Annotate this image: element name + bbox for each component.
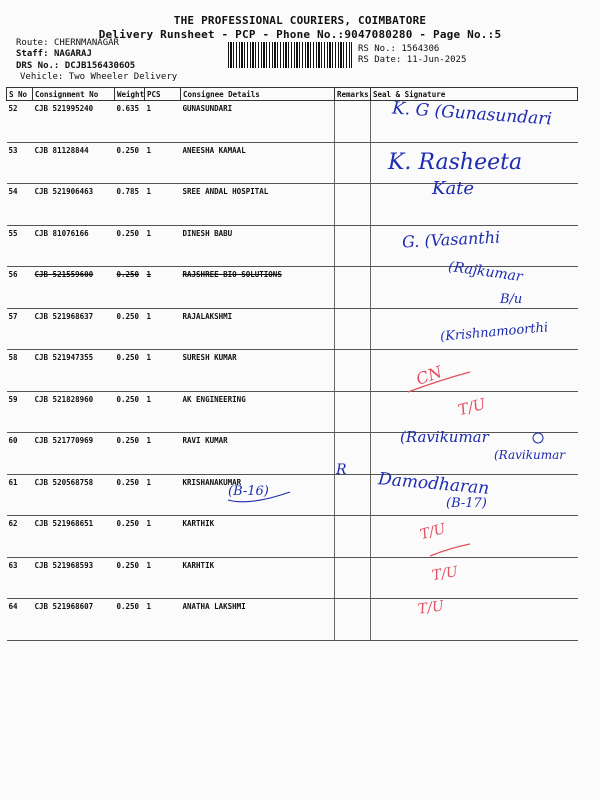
handwritten-remark: T/U: [418, 520, 448, 544]
rs-no-info: RS No.: 1564306: [358, 44, 440, 54]
consignment-cell: CJB 81076166: [33, 225, 115, 267]
vehicle-info: Vehicle: Two Wheeler Delivery: [20, 72, 178, 82]
pcs-cell: 1: [145, 391, 181, 433]
remarks-cell: [335, 557, 371, 599]
consignment-cell: CJB 81128844: [33, 142, 115, 184]
vehicle-value: Two Wheeler Delivery: [68, 72, 178, 82]
consignee-cell: ANATHA LAKSHMI: [181, 599, 335, 641]
runsheet-subtitle: Delivery Runsheet - PCP - Phone No.:9047080280 - Page No.:5: [98, 28, 502, 41]
pcs-cell: 1: [145, 225, 181, 267]
route-info: Route: CHERNMANAGAR: [16, 38, 119, 48]
consignee-cell: AK ENGINEERING: [181, 391, 335, 433]
handwritten-signature: K. Rasheeta: [388, 150, 523, 175]
weight-cell: 0.250: [115, 557, 145, 599]
col-pcs: PCS: [145, 88, 181, 101]
consignment-cell: CJB 521770969: [33, 433, 115, 475]
weight-cell: 0.250: [115, 433, 145, 475]
remarks-cell: [335, 350, 371, 392]
table-row: [7, 474, 578, 516]
sno-cell: 64: [7, 599, 33, 641]
handwritten-signature: (Ravikumar: [494, 448, 566, 462]
sno-cell: 58: [7, 350, 33, 392]
remarks-cell: [335, 101, 371, 143]
table-row: [7, 391, 578, 433]
weight-cell: 0.250: [115, 267, 145, 309]
handwritten-remark: CN: [413, 362, 445, 389]
pcs-cell: 1: [145, 350, 181, 392]
col-remarks: Remarks: [335, 88, 371, 101]
consignee-cell: KRISHANAKUMAR: [181, 474, 335, 516]
handwritten-signature: (Rajkumar: [447, 258, 524, 286]
remarks-cell: [335, 474, 371, 516]
weight-cell: 0.250: [115, 142, 145, 184]
remarks-cell: [335, 391, 371, 433]
consignee-cell: DINESH BABU: [181, 225, 335, 267]
consignee-cell: RAVI KUMAR: [181, 433, 335, 475]
table-row: [7, 557, 578, 599]
consignee-cell: RAJALAKSHMI: [181, 308, 335, 350]
consignment-cell: CJB 520568758: [33, 474, 115, 516]
pcs-cell: 1: [145, 101, 181, 143]
pcs-cell: 1: [145, 142, 181, 184]
table-row: [7, 433, 578, 475]
handwritten-signature: B/u: [500, 292, 523, 307]
weight-cell: 0.250: [115, 225, 145, 267]
col-consignee: Consignee Details: [181, 88, 335, 101]
drs-value: DCJB1564306O5: [64, 61, 136, 71]
handwritten-signature: Damodharan: [377, 469, 490, 499]
handwritten-note: (B-16): [228, 484, 269, 499]
barcode-image: [228, 42, 352, 68]
remarks-cell: [335, 267, 371, 309]
table-row: [7, 516, 578, 558]
rs-date-value: 11-Jun-2025: [406, 55, 467, 65]
col-consignment: Consignment No: [33, 88, 115, 101]
consignment-cell: CJB 521828960: [33, 391, 115, 433]
sno-cell: 63: [7, 557, 33, 599]
consignment-cell: CJB 521947355: [33, 350, 115, 392]
handwritten-remark: T/U: [456, 394, 488, 420]
signature-cell: [371, 350, 578, 392]
weight-cell: 0.635: [115, 101, 145, 143]
weight-cell: 0.250: [115, 474, 145, 516]
table-row: [7, 184, 578, 226]
signature-cell: [371, 599, 578, 641]
remarks-cell: [335, 225, 371, 267]
remarks-cell: [335, 308, 371, 350]
weight-cell: 0.250: [115, 391, 145, 433]
pcs-cell: 1: [145, 557, 181, 599]
col-sno: S No: [7, 88, 33, 101]
handwritten-signature: (B-17): [446, 496, 487, 511]
sno-cell: 55: [7, 225, 33, 267]
table-row: [7, 350, 578, 392]
consignee-cell: SREE ANDAL HOSPITAL: [181, 184, 335, 226]
sno-cell: 60: [7, 433, 33, 475]
table-header-row: [7, 88, 578, 101]
staff-value: NAGARAJ: [53, 49, 92, 59]
handwritten-signature: Kate: [432, 178, 475, 199]
weight-cell: 0.250: [115, 516, 145, 558]
rs-no-value: 1564306: [401, 44, 440, 54]
weight-cell: 0.250: [115, 350, 145, 392]
drs-info: DRS No.: DCJB1564306O5: [16, 61, 136, 71]
table-row: [7, 599, 578, 641]
handwritten-signature: (Krishnamoorthi: [439, 320, 549, 345]
sno-cell: 59: [7, 391, 33, 433]
pcs-cell: 1: [145, 599, 181, 641]
weight-cell: 0.785: [115, 184, 145, 226]
pcs-cell: 1: [145, 308, 181, 350]
pcs-cell: 1: [145, 433, 181, 475]
consignee-cell: GUNASUNDARI: [181, 101, 335, 143]
consignee-cell: KARTHIK: [181, 516, 335, 558]
pcs-cell: 1: [145, 184, 181, 226]
handwritten-signature: (Ravikumar: [400, 428, 489, 446]
sno-cell: 52: [7, 101, 33, 143]
sno-cell: 56: [7, 267, 33, 309]
consignment-cell: CJB 521559600: [33, 267, 115, 309]
handwritten-signature: K. G (Gunasundari: [391, 98, 553, 130]
weight-cell: 0.250: [115, 308, 145, 350]
consignee-cell: KARHTIK: [181, 557, 335, 599]
consignment-cell: CJB 521968637: [33, 308, 115, 350]
consignment-cell: CJB 521995240: [33, 101, 115, 143]
company-title: THE PROFESSIONAL COURIERS, COIMBATORE: [173, 14, 427, 27]
sno-cell: 62: [7, 516, 33, 558]
pcs-cell: 1: [145, 267, 181, 309]
consignee-cell: RAJSHREE BIO SOLUTIONS: [181, 267, 335, 309]
handwritten-remark: T/U: [417, 598, 445, 618]
staff-info: Staff: NAGARAJ: [16, 49, 92, 59]
handwritten-remark: R: [336, 462, 347, 478]
remarks-cell: [335, 142, 371, 184]
consignment-cell: CJB 521906463: [33, 184, 115, 226]
pcs-cell: 1: [145, 474, 181, 516]
weight-cell: 0.250: [115, 599, 145, 641]
pcs-cell: 1: [145, 516, 181, 558]
consignment-cell: CJB 521968651: [33, 516, 115, 558]
signature-cell: [371, 516, 578, 558]
signature-cell: [371, 557, 578, 599]
col-signature: Seal & Signature: [371, 88, 578, 101]
sno-cell: 53: [7, 142, 33, 184]
consignment-cell: CJB 521968607: [33, 599, 115, 641]
sno-cell: 54: [7, 184, 33, 226]
handwritten-remark: T/U: [430, 563, 460, 585]
sno-cell: 57: [7, 308, 33, 350]
consignment-cell: CJB 521968593: [33, 557, 115, 599]
col-weight: Weight: [115, 88, 145, 101]
handwritten-signature: G. (Vasanthi: [401, 227, 501, 252]
remarks-cell: [335, 184, 371, 226]
consignee-cell: ANEESHA KAMAAL: [181, 142, 335, 184]
remarks-cell: [335, 516, 371, 558]
sno-cell: 61: [7, 474, 33, 516]
rs-date-info: RS Date: 11-Jun-2025: [358, 55, 467, 65]
consignee-cell: SURESH KUMAR: [181, 350, 335, 392]
route-value: CHERNMANAGAR: [53, 38, 119, 48]
remarks-cell: [335, 599, 371, 641]
